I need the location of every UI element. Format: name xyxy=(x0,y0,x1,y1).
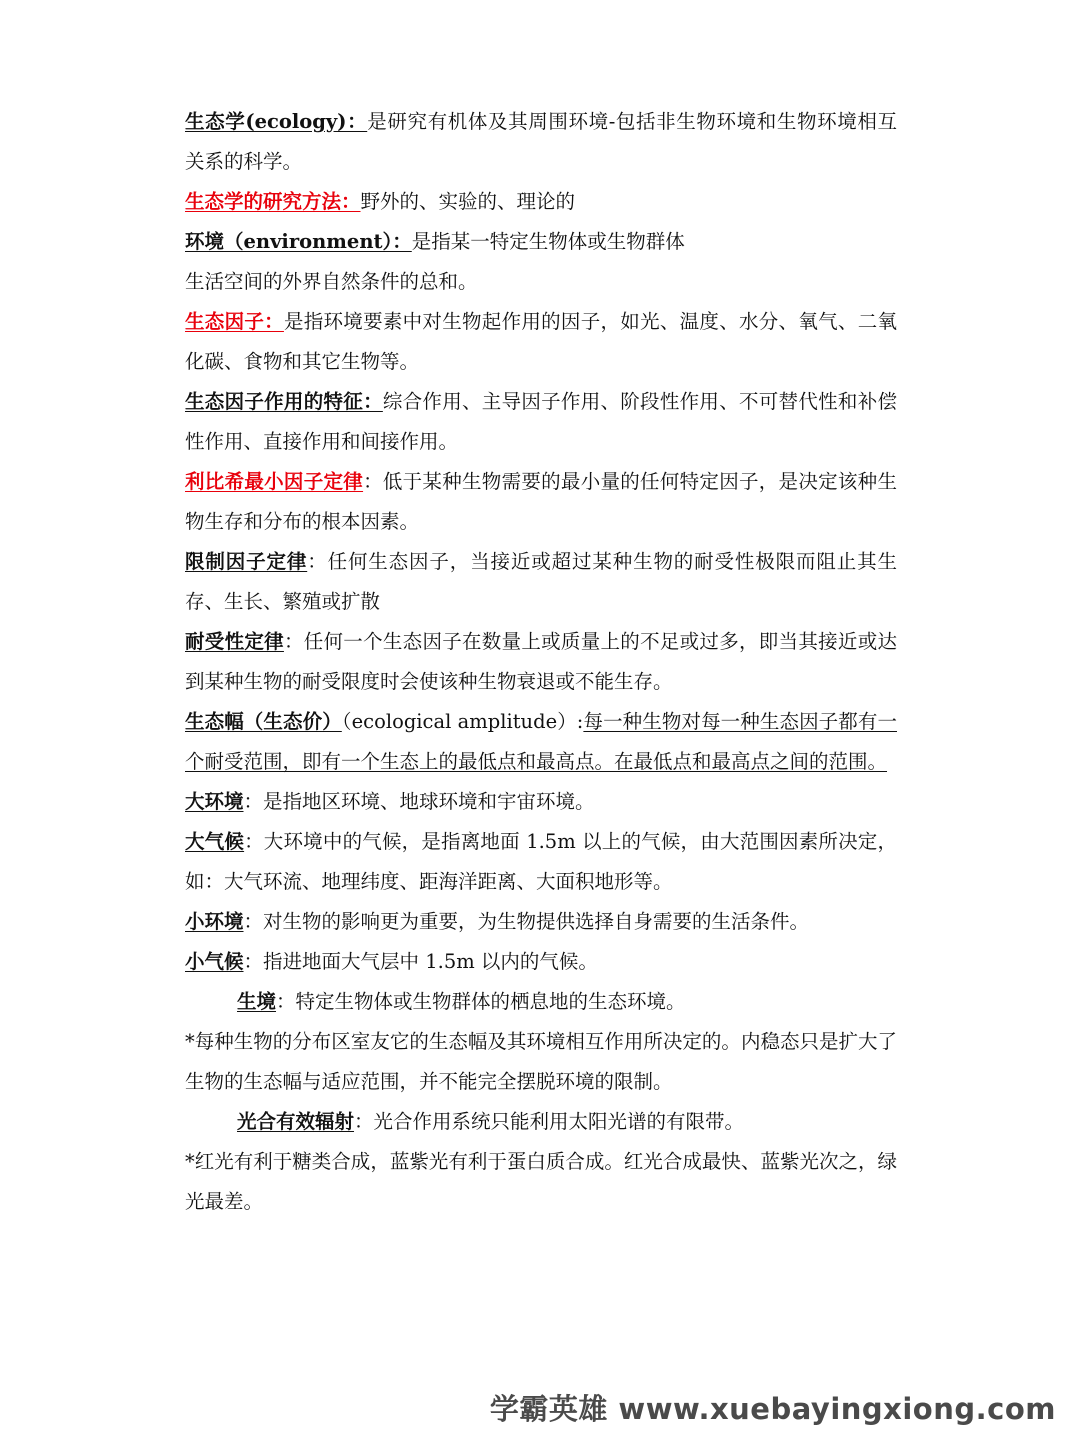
note-light-color xyxy=(185,1142,897,1222)
entry-macro-climate xyxy=(185,822,897,902)
term-definition: 光合作用系统只能利用太阳光谱的有限带。 xyxy=(373,1110,745,1133)
note-homeostasis xyxy=(185,1022,897,1102)
term-colon: ： xyxy=(243,910,264,933)
term-definition: 是指环境要素中对生物起作用的因子，如光、温度、水分、氧气、二氧化碳、食物和其它生物等。 xyxy=(185,310,897,373)
term-definition: 对生物的影响更为重要，为生物提供选择自身需要的生活条件。 xyxy=(263,910,810,933)
term-colon: ： xyxy=(354,1110,374,1133)
plain-text: *每种生物的分布区室友它的生态幅及其环境相互作用所决定的。内稳态只是扩大了生物的生态幅与适应范围，并不能完全摆脱环境的限制。 xyxy=(185,1030,897,1093)
term-colon: ： xyxy=(243,790,264,813)
entry-limiting-factor-law xyxy=(185,542,897,622)
term-label: 大环境 xyxy=(185,790,244,813)
term-definition: 低于某种生物需要的最小量的任何特定因子，是决定该种生物生存和分布的根本因素。 xyxy=(185,470,897,533)
term-label: 利比希最小因子定律 xyxy=(185,470,364,493)
plain-text: 生活空间的外界自然条件的总和。 xyxy=(185,270,478,293)
term-definition: 是指某一特定生物体或生物群体 xyxy=(411,230,685,253)
term-colon: ： xyxy=(244,830,264,853)
entry-micro-environment xyxy=(185,902,897,942)
term-label: 大气候 xyxy=(185,830,245,853)
footer-watermark: 学霸英雄 www.xuebayingxiong.com xyxy=(489,1392,1056,1426)
entry-tolerance-law xyxy=(185,622,897,702)
term-label: 生态幅（生态价） xyxy=(185,710,342,733)
entry-environment-continued xyxy=(185,262,897,302)
plain-text: *红光有利于糖类合成，蓝紫光有利于蛋白质合成。红光合成最快、蓝紫光次之，绿光最差。 xyxy=(185,1150,897,1213)
term-definition: 任何生态因子，当接近或超过某种生物的耐受性极限而阻止其生存、生长、繁殖或扩散 xyxy=(185,550,897,613)
entry-research-methods xyxy=(185,182,897,222)
term-definition: 是研究有机体及其周围环境-包括非生物环境和生物环境相互关系的科学。 xyxy=(185,110,897,173)
entry-ecological-factor xyxy=(185,302,897,382)
term-label: 耐受性定律 xyxy=(185,630,284,653)
term-label: 环境（environment）： xyxy=(185,230,412,253)
term-label: 生态因子： xyxy=(185,310,284,333)
entry-ecological-amplitude xyxy=(185,702,897,782)
term-label: 光合有效辐射 xyxy=(237,1110,355,1133)
entry-factor-characteristics xyxy=(185,382,897,462)
term-colon: ： xyxy=(283,630,304,653)
entry-habitat xyxy=(185,982,897,1022)
entry-macro-environment xyxy=(185,782,897,822)
entry-ecology xyxy=(185,102,897,182)
term-colon: ： xyxy=(276,990,296,1013)
term-definition: 综合作用、主导因子作用、阶段性作用、不可替代性和补偿性作用、直接作用和间接作用。 xyxy=(185,390,897,453)
entry-environment xyxy=(185,222,897,262)
term-colon: ： xyxy=(307,550,328,573)
document-body xyxy=(185,102,897,1222)
term-definition: 野外的、实验的、理论的 xyxy=(360,190,576,213)
term-english: （ecological amplitude）: xyxy=(341,710,584,733)
term-definition: 每一种生物对每一种生态因子都有一个耐受范围，即有一个生态上的最低点和最高点。在最低点和最高点之间的范围。 xyxy=(185,710,897,773)
term-definition: 大环境中的气候，是指离地面 1.5m 以上的气候，由大范围因素所决定，如：大气环流、地理纬度、距海洋距离、大面积地形等。 xyxy=(185,830,897,893)
term-definition: 特定生物体或生物群体的栖息地的生态环境。 xyxy=(295,990,686,1013)
term-label: 生态学的研究方法： xyxy=(185,190,361,213)
term-label: 生态因子作用的特征： xyxy=(185,390,383,413)
term-label: 生境 xyxy=(237,990,277,1013)
term-colon: ： xyxy=(243,950,264,973)
term-definition: 任何一个生态因子在数量上或质量上的不足或过多，即当其接近或达到某种生物的耐受限度时会使该种生物衰退或不能生存。 xyxy=(185,630,897,693)
term-colon: ： xyxy=(363,470,383,493)
entry-par xyxy=(185,1102,897,1142)
entry-liebig-law xyxy=(185,462,897,542)
term-label: 小气候 xyxy=(185,950,244,973)
term-label: 生态学(ecology)： xyxy=(185,110,368,133)
term-definition: 是指地区环境、地球环境和宇宙环境。 xyxy=(263,790,595,813)
term-label: 小环境 xyxy=(185,910,244,933)
term-label: 限制因子定律 xyxy=(185,550,308,573)
entry-micro-climate xyxy=(185,942,897,982)
term-definition: 指进地面大气层中 1.5m 以内的气候。 xyxy=(263,950,598,973)
